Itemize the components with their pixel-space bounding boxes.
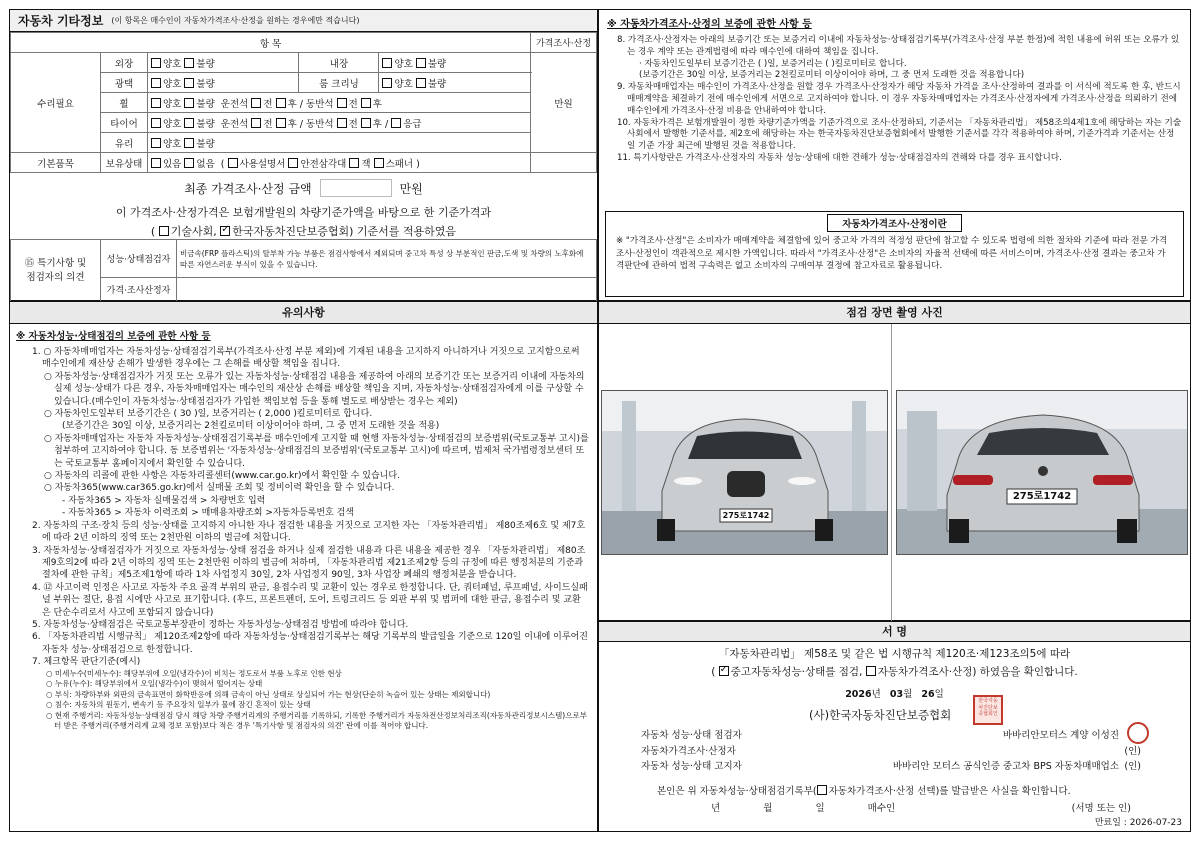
note-line: 4. ⑫ 사고이력 인정은 사고로 자동차 주요 골격 부위의 판금, 용접수리 및 교환이 있는 경우로 한정합니다. 단, 쿼터패널, 루프패널, 사이드실패널 부위는 절단, 용접 시에만 사고로 표기합니다. (후드, 프론트펜더, 도어, 트렁크리드 등 외판 부위 및 범퍼에 대한 판금, 용접수리 및 교환은 단순수리로서 사고에 포함되지 않습니다): [32, 582, 588, 618]
warranty-item-11: 11. 특기사항란은 가격조사·산정자의 자동차 성능·상태에 대한 견해가 성능·상태점검자의 견해와 다를 경우 표시합니다.: [617, 152, 1062, 163]
association-stamp: 한국자동차진단보증협회인: [973, 695, 1003, 725]
inspector-opinion: 비금속(FRP 플라스틱)의 탈부착 가능 부품은 점검사항에서 제외되며 중고차 특성 상 부분적인 판금,도색 및 차량의 노후화에 따른 자연스러운 부식이 있을 수 있습니다.: [177, 240, 597, 278]
wheel-passenger-rear-checkbox[interactable]: [361, 98, 371, 108]
criteria-line: ○ 현재 주행거리: 자동차성능·상태점검 당시 해당 차량 주행거리계의 주행거리를 기록하되, 기록한 주행거리가 자동차전산정보처리조직(자동차관리정보시스템)으로부터 받은 주행거리(주행거리계 교체 정보 포함)보다 적은 경우 '특기사항 및 점검자의 의견' 란에 이를 적어야 합니다.: [46, 710, 587, 731]
front-car-image: [602, 391, 888, 555]
notes-subtitle: ※ 자동차성능·상태점검의 보증에 관한 사항 등: [16, 331, 211, 342]
col-item-header: 항 목: [11, 33, 531, 53]
photos-title: 점검 장면 촬영 사진: [599, 302, 1190, 324]
price-warranty-list: [607, 35, 1182, 165]
gloss-good-checkbox[interactable]: [151, 78, 161, 88]
final-price-unit: 만원: [399, 181, 423, 196]
wheel-options: 양호 불량 운전석 전 후 / 동반석 전 후: [148, 93, 531, 113]
photo-divider: [891, 324, 892, 621]
glass-good-checkbox[interactable]: [151, 138, 161, 148]
note-line: ○ 자동차의 리콜에 관한 사항은 자동차리콜센터(www.car.go.kr)에서 확인할 수 있습니다.: [44, 471, 400, 482]
price-definition-box: [605, 211, 1184, 297]
price-inspector-opinion: [177, 278, 597, 302]
gloss-bad-checkbox[interactable]: [184, 78, 194, 88]
warranty-item-8: 8. 가격조사·산정자는 아래의 보증기간 또는 보증거리 이내에 자동차성능·상태점검기록부(가격조사·산정 부분 한정)에 적힌 내용에 허위 또는 오류가 있는 경우 계약 또는 관계법령에 따라 매수인에 대하여 책임을 집니다.: [617, 35, 1180, 57]
note-line: 7. 체크항목 판단기준(예시): [32, 657, 141, 668]
glass-label: 유리: [101, 133, 148, 153]
signature-title: 서 명: [599, 622, 1190, 642]
exterior-options: 양호 불량: [148, 53, 299, 73]
check-line: ( ✓중고자동차성능·상태를 점검, 자동차가격조사·산정) 하였음을 확인합니다.: [599, 664, 1190, 679]
warranty-item-9: 9. 자동차매매업자는 매수인이 가격조사·산정을 원할 경우 가격조사·산정자가 해당 자동차 가격을 조사·산정하여 결과를 이 서식에 적도록 한 후, 반드시 매매계약을 체결하기 전에 매수인에게 서면으로 고지하여야 합니다. 이 경우 자동차매매업자는 가격조사·산정자에게 가격조사·산정을 의뢰하기 전에 매수인에게 가격조사·산정 비용을 안내하여야 합니다.: [617, 82, 1181, 116]
tire-spare-checkbox[interactable]: [391, 118, 401, 128]
repair-table: [10, 32, 597, 173]
interior-options: 양호 불량: [379, 53, 531, 73]
tire-driver-front-checkbox[interactable]: [251, 118, 261, 128]
possession-label: 보유상태: [101, 153, 148, 173]
note-line: - 자동차365 > 자동차 이력조회 > 매매용차량조회 >자동차등록번호 검색: [62, 508, 354, 519]
tech-society-checkbox[interactable]: [159, 226, 169, 236]
room-good-checkbox[interactable]: [382, 78, 392, 88]
exterior-bad-checkbox[interactable]: [184, 58, 194, 68]
other-info-title: 자동차 기타정보: [18, 14, 104, 28]
criteria-line: ○ 침수: 자동차의 원동기, 변속기 등 주요장치 일부가 물에 잠긴 흔적이 있는 상태: [46, 700, 311, 710]
price-definition-title: 자동차가격조사·산정이란: [827, 214, 962, 232]
repair-price-unit: 만원: [531, 53, 597, 153]
glass-options: 양호 불량: [148, 133, 531, 153]
gloss-options: 양호 불량: [148, 73, 299, 93]
col-price-header: 가격조사·산정: [531, 33, 597, 53]
price-inspector-label: 가격·조사산정자: [101, 278, 177, 302]
signer-rows: [641, 728, 1141, 775]
tire-passenger-rear-checkbox[interactable]: [361, 118, 371, 128]
exterior-label: 외장: [101, 53, 148, 73]
inspection-checkbox[interactable]: [719, 666, 729, 676]
note-line: ○ 자동차인도일부터 보증기간은 ( 30 )일, 보증거리는 ( 2,000 )킬로미터로 합니다.: [44, 409, 373, 420]
receipt-price-checkbox[interactable]: [817, 785, 827, 795]
association-name: (사)한국자동차진단보증협회: [809, 708, 952, 722]
basic-items-label: 기본품목: [11, 153, 101, 173]
note-line: 3. 자동차성능·상태점검자가 거짓으로 자동차성능·상태 점검을 하거나 실제 점검한 내용과 다른 내용을 제공한 경우 「자동차관리법」 제80조제9호의2에 따라 2년 이하의 징역 또는 2천만원 이하의 벌금에 처하며, 「자동차관리법 제21조제2항 등의 규정에 따른 행정처분의 기준과 절차에 관한 규칙」제5조제1항에 따라 1차 사업정지 30일, 2차 사업정지 90일, 3차 사업장 폐쇄의 행정처분을 받습니다.: [32, 545, 586, 581]
wheel-good-checkbox[interactable]: [151, 98, 161, 108]
sign-date: 2026년 03월 26일: [845, 689, 944, 700]
room-cleaning-label: 룸 크리닝: [299, 73, 379, 93]
repair-label: 수리필요: [11, 53, 101, 153]
notes-list: [10, 344, 597, 732]
tire-options: 양호 불량 운전석 전 후 / 동반석 전 후 / 응급: [148, 113, 531, 133]
triangle-checkbox[interactable]: [288, 158, 298, 168]
interior-good-checkbox[interactable]: [382, 58, 392, 68]
criteria-list: [20, 669, 589, 732]
signer-row: 자동차 성능·상태 고지자 바바리안 모터스 공식인증 중고차 BPS 자동차매매업소 (인): [641, 761, 1141, 772]
special-notes-table: [10, 239, 597, 302]
final-price-label: 최종 가격조사·산정 금액: [184, 181, 312, 196]
warranty-item-10: 10. 자동차가격은 보험개발원이 정한 차량기준가액을 기준가격으로 조사·산정하되, 기준서는 「자동차관리법」 제58조의4제1호에 해당하는 자는 기술사회에서 발행한 기준서를, 제2호에 해당하는 자는 한국자동차진단보증협회에서 발행한 기준서를 각각 적용하여야 하며, 기준가격과 기준서는 산정일 기준 가장 최근에 발행된 것을 적용합니다.: [617, 117, 1182, 152]
possession-options: 있음 없음 ( 사용설명서 안전삼각대 잭 스패너 ): [148, 153, 531, 173]
photos-section: [598, 301, 1191, 621]
other-info-subtitle: (이 항목은 매수인이 자동차가격조사·산정을 원하는 경우에만 적습니다): [111, 16, 360, 25]
signer-row: 자동차가격조사·산정자 (인): [641, 745, 1141, 757]
wheel-driver-front-checkbox[interactable]: [251, 98, 261, 108]
interior-bad-checkbox[interactable]: [416, 58, 426, 68]
signer-row: 자동차 성능·상태 점검자 바바리안모터스 계양 이성진: [641, 730, 1119, 741]
note-line: (보증기간은 30일 이상, 보증거리는 2천킬로미터 이상이어야 하며, 그 중 먼저 도래한 것을 적용): [62, 421, 440, 432]
notes-title: 유의사항: [10, 302, 597, 324]
price-definition-text: ※ "가격조사·산정"은 소비자가 매매계약을 체결함에 있어 중고차 가격의 적정성 판단에 참고할 수 있도록 법령에 의한 절차와 기준에 따라 전문 가격조사·산정인이 객관적으로 제시한 가액입니다. 따라서 "가격조사·산정"은 소비자의 자율적 선택에 따른 서비스이며, 가격조사·산정 결과는 중고차 가격판단에 관하여 법적 구속력은 없고 소비자의 구매여부 결정에 참고자료로 활용됩니다.: [616, 236, 1168, 271]
exterior-good-checkbox[interactable]: [151, 58, 161, 68]
note-line: ○ 자동차매매업자는 자동차 자동차성능·상태점검기록부를 매수인에게 고지할 때 현행 자동차성능·상태점검의 보증범위(국토교통부 고시)를 첨부하여 고지하여야 합니다. 동 보증범위는 '자동차성능·상태점검의 보증범위'(국토교통부 고시)에 따르며, 법제처 국가법령정보센터 또는 국토교통부 홈페이지에서 확인할 수 있습니다.: [44, 433, 589, 469]
receipt-date-row: 년 월 일 매수인 (서명 또는 인): [711, 800, 1131, 814]
note-line: 1. ○ 자동차매매업자는 자동차성능·상태점검기록부(가격조사·산정 부분 제외)에 기재된 내용을 고지하지 아니하거나 거짓으로 고지함으로써 매수인에게 재산상 손해가 발생한 경우에는 그 손해를 배상할 책임을 집니다.: [32, 347, 580, 370]
other-info-header: [10, 10, 597, 32]
note-line: ○ 자동차365(www.car365.go.kr)에서 실매물 조회 및 정비이력 확인을 할 수 있습니다.: [44, 483, 395, 494]
manual-checkbox[interactable]: [228, 158, 238, 168]
special-label-2: 점검자의 의견: [26, 271, 85, 283]
buyer-signature[interactable]: (서명 또는 인): [1071, 803, 1131, 814]
glass-bad-checkbox[interactable]: [184, 138, 194, 148]
tire-driver-rear-checkbox[interactable]: [276, 118, 286, 128]
wheel-bad-checkbox[interactable]: [184, 98, 194, 108]
interior-label: 내장: [299, 53, 379, 73]
tire-passenger-front-checkbox[interactable]: [337, 118, 347, 128]
warranty-item-8-note: (보증기간은 30일 이상, 보증거리는 2천킬로미터 이상이어야 하며, 그 중 먼저 도래한 것을 적용합니다): [639, 70, 1025, 81]
tire-good-checkbox[interactable]: [151, 118, 161, 128]
front-photo: [601, 390, 888, 555]
basis-options: ( 기술사회, ✓ 한국자동차진단보증협회) 기준서를 적용하였음: [10, 223, 597, 239]
criteria-line: ○ 부식: 차량하부와 외판의 금속표면이 화학반응에 의해 금속이 아닌 상태로 상실되어 가는 현상(단순히 녹슬어 있는 상태는 제외합니다): [46, 689, 491, 699]
note-line: 6. 「자동차관리법 시행규칙」 제120조제2항에 따라 자동차성능·상태점검기록부는 해당 기록부의 발급일을 기준으로 120일 이내에 이루어진 자동차 성능·상태점검으로 한정합니다.: [32, 632, 588, 655]
room-cleaning-options: 양호 불량: [379, 73, 531, 93]
note-line: 5. 자동차성능·상태점검은 국토교통부장관이 정하는 자동차성능·상태점검 방법에 따라야 합니다.: [32, 619, 409, 630]
rear-plate: 275로1742: [1012, 491, 1072, 502]
warranty-item-8-period: · 자동차인도일부터 보증기간은 ( )일, 보증거리는 ( )킬로미터로 합니다.: [639, 58, 907, 69]
room-bad-checkbox[interactable]: [416, 78, 426, 88]
tire-label: 타이어: [101, 113, 148, 133]
criteria-line: ○ 미세누수(미세누수): 해당부위에 오일(냉각수)이 비치는 정도로서 부품 노후로 인한 현상: [46, 668, 342, 678]
price-checkbox[interactable]: [866, 666, 876, 676]
basis-text: 이 가격조사·산정가격은 보험개발원의 차량기준가액을 바탕으로 한 기준가격과: [115, 206, 492, 219]
special-label-1: ⑮ 특기사항 및: [24, 257, 87, 269]
note-line: - 자동차365 > 자동차 실매물검색 > 차량번호 입력: [62, 495, 266, 506]
rear-car-image: [897, 391, 1188, 555]
price-warranty-title: ※ 자동차가격조사·산정의 보증에 관한 사항 등: [607, 19, 812, 30]
final-price-input[interactable]: [320, 179, 392, 197]
wheel-passenger-front-checkbox[interactable]: [337, 98, 347, 108]
have-checkbox[interactable]: [151, 158, 161, 168]
law-line: 「자동차관리법」 제58조 및 같은 법 시행규칙 제120조·제123조의5에 따라: [718, 648, 1071, 660]
final-price-row: [10, 179, 597, 197]
none-checkbox[interactable]: [184, 158, 194, 168]
signature-section: [598, 621, 1191, 832]
other-info-section: [9, 9, 598, 301]
front-plate: 275로1742: [722, 511, 770, 520]
rear-photo: [896, 390, 1188, 555]
kada-checkbox[interactable]: [220, 226, 230, 236]
jack-checkbox[interactable]: [349, 158, 359, 168]
gloss-label: 광택: [101, 73, 148, 93]
spanner-checkbox[interactable]: [374, 158, 384, 168]
wheel-driver-rear-checkbox[interactable]: [276, 98, 286, 108]
receipt-line: 본인은 위 자동차성능·상태점검기록부( 자동차가격조사·산정 선택)를 발급받은 사실을 확인합니다.: [657, 786, 1071, 797]
wheel-label: 휠: [101, 93, 148, 113]
expiry-date: 만료일 : 2026-07-23: [1094, 818, 1182, 828]
price-warranty-section: [598, 9, 1191, 301]
tire-bad-checkbox[interactable]: [184, 118, 194, 128]
criteria-line: ○ 누유(누수): 해당부위에서 오일(냉각수)이 맺혀서 떨어지는 상태: [46, 679, 263, 689]
notes-section: [9, 301, 598, 832]
note-line: ○ 자동차성능·상태점검자가 거짓 또는 오류가 있는 자동차성능·상태점검 내용을 제공하여 아래의 보증기간 또는 보증거리 이내에 자동차의 실제 성능·상태가 다른 경우, 자동차매매업자는 매수인의 재산상 손해를 배상할 책임을 지며, 자동차성능·상태점검자에게 이를 구상할 수 있습니다.(매수인이 자동차성능·상태점검자가 가입한 책임보험 등을 통해 별도로 배상받는 경우는 제외): [44, 371, 585, 407]
note-line: 2. 자동차의 구조·장치 등의 성능·상태를 고지하지 아니한 자나 점검한 내용을 거짓으로 고지한 자는 「자동차관리법」 제80조제6호 및 제7호에 따라 2년 이하의 징역 또는 2천만원 이하의 벌금에 처합니다.: [32, 520, 586, 544]
inspector-label: 성능·상태점검자: [101, 240, 177, 278]
